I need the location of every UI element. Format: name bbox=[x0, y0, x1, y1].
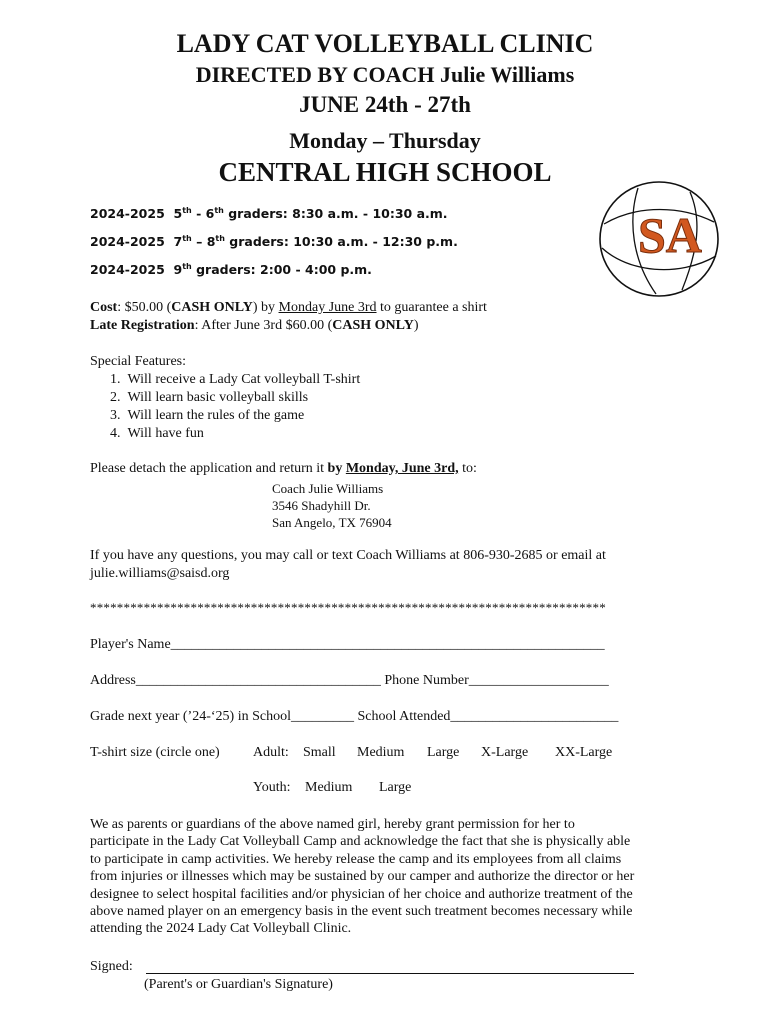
waiver-line: designee to select hospital facilities and/or physician of her choice and authorize treatment of the bbox=[90, 886, 633, 902]
adult-size-label: Adult: bbox=[253, 745, 289, 760]
questions-email: julie.williams@saisd.org bbox=[90, 566, 230, 581]
mailing-address-line: San Angelo, TX 76904 bbox=[272, 515, 392, 530]
size-option-adult-large[interactable]: Large bbox=[427, 745, 460, 760]
cut-line-divider: ***************************************************************************** bbox=[90, 600, 606, 615]
waiver-line: from injuries or illnesses which may be sustained by our camper and authorize the director or her bbox=[90, 869, 635, 885]
waiver-line: above named player on an emergency basis in the event such treatment becomes necessary while bbox=[90, 904, 633, 920]
school-line: CENTRAL HIGH SCHOOL bbox=[218, 157, 552, 187]
days-line: Monday – Thursday bbox=[289, 128, 481, 153]
schedule-row-3: 2024-2025 9th graders: 2:00 - 4:00 p.m. bbox=[90, 262, 372, 278]
waiver-paragraph bbox=[90, 816, 690, 938]
signature-line[interactable] bbox=[146, 973, 634, 974]
waiver-line: participate in the Lady Cat Volleyball Camp and acknowledge the fact that she is physically able bbox=[90, 834, 631, 850]
waiver-line: attending the 2024 Lady Cat Volleyball Clinic. bbox=[90, 921, 352, 937]
cost-line: Cost: $50.00 (CASH ONLY) by Monday June 3rd to guarantee a shirt bbox=[90, 300, 487, 315]
tshirt-size-label: T-shirt size (circle one) bbox=[90, 745, 220, 760]
signature-caption: (Parent's or Guardian's Signature) bbox=[144, 977, 333, 992]
logo-letters: SA bbox=[638, 207, 702, 263]
questions-line: If you have any questions, you may call or text Coach Williams at 806-930-2685 or email at bbox=[90, 548, 606, 563]
schedule-row-2: 2024-2025 7th – 8th graders: 10:30 a.m. - 12:30 p.m. bbox=[90, 234, 458, 250]
size-option-adult-medium[interactable]: Medium bbox=[357, 745, 405, 760]
mailing-address-line: 3546 Shadyhill Dr. bbox=[272, 498, 371, 513]
page-title: LADY CAT VOLLEYBALL CLINIC bbox=[176, 29, 594, 58]
feature-item: 3. Will learn the rules of the game bbox=[110, 408, 305, 423]
size-option-youth-large[interactable]: Large bbox=[379, 780, 412, 795]
feature-item: 2. Will learn basic volleyball skills bbox=[110, 390, 309, 405]
waiver-line: We as parents or guardians of the above named girl, hereby grant permission for her to bbox=[90, 817, 575, 832]
grade-school-field[interactable]: Grade next year (’24-‘25) in School_________ School Attended________________________ bbox=[90, 709, 619, 724]
feature-item: 4. Will have fun bbox=[110, 426, 204, 441]
signature-label: Signed: bbox=[90, 959, 133, 974]
features-heading: Special Features: bbox=[90, 354, 187, 369]
waiver-line: to participate in camp activities. We hereby release the camp and its employees from all claims bbox=[90, 851, 622, 867]
volleyball-logo-icon bbox=[598, 180, 720, 298]
size-option-adult-small[interactable]: Small bbox=[303, 745, 336, 760]
size-option-adult-xlarge[interactable]: X-Large bbox=[481, 745, 529, 760]
size-option-youth-medium[interactable]: Medium bbox=[305, 780, 353, 795]
late-registration-line: Late Registration: After June 3rd $60.00 (CASH ONLY) bbox=[90, 318, 419, 333]
dates-line: JUNE 24th - 27th bbox=[299, 92, 471, 117]
size-option-adult-xxlarge[interactable]: XX-Large bbox=[555, 745, 613, 760]
director-line: DIRECTED BY COACH Julie Williams bbox=[195, 62, 575, 87]
detach-instructions: Please detach the application and return it by Monday, June 3rd, to: bbox=[90, 461, 477, 476]
address-phone-field[interactable]: Address___________________________________ Phone Number____________________ bbox=[90, 673, 609, 688]
schedule-row-1: 2024-2025 5th - 6th graders: 8:30 a.m. - 10:30 a.m. bbox=[90, 206, 448, 222]
mailing-address-line: Coach Julie Williams bbox=[272, 481, 384, 496]
youth-size-label: Youth: bbox=[253, 780, 291, 795]
player-name-field[interactable]: Player's Name______________________________________________________________ bbox=[90, 637, 605, 652]
feature-item: 1. Will receive a Lady Cat volleyball T-shirt bbox=[110, 372, 361, 387]
